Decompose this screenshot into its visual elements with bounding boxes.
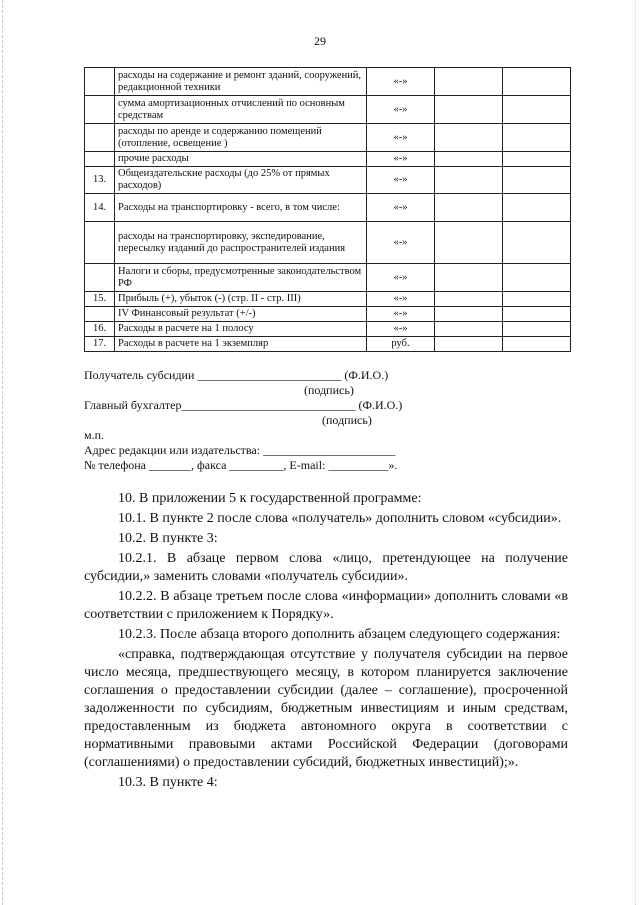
row-value-cell bbox=[435, 96, 503, 124]
row-label-cell: расходы по аренде и содержанию помещений (отопление, освещение ) bbox=[115, 124, 367, 152]
table-row bbox=[85, 322, 571, 337]
row-number-cell bbox=[85, 96, 115, 124]
row-label-cell: расходы на содержание и ремонт зданий, сооружений, редакционной техники bbox=[115, 68, 367, 96]
paragraph: 10.1. В пункте 2 после слова «получатель» дополнить словом «субсидии». bbox=[118, 511, 562, 526]
table-row bbox=[85, 337, 571, 352]
paragraph: 10.2.1. В абзаце первом слова «лицо, претендующее на получение субсидии,» заменить словами «получатель субсидии». bbox=[84, 551, 568, 584]
table-row bbox=[85, 124, 571, 152]
paragraph: 10. В приложении 5 к государственной программе: bbox=[118, 491, 422, 506]
seal-mark: м.п. bbox=[84, 428, 105, 442]
row-label-cell: IV Финансовый результат (+/-) bbox=[115, 307, 367, 322]
row-value-cell bbox=[435, 222, 503, 264]
row-number-cell: 17. bbox=[85, 337, 115, 352]
row-unit-cell: «-» bbox=[367, 194, 435, 222]
row-label-cell: Расходы на транспортировку - всего, в том числе: bbox=[115, 194, 367, 222]
row-number-cell bbox=[85, 152, 115, 167]
row-value-cell bbox=[503, 322, 571, 337]
accountant-signature-hint: (подпись) bbox=[322, 413, 372, 427]
recipient-signature-hint: (подпись) bbox=[304, 383, 354, 397]
row-number-cell bbox=[85, 264, 115, 292]
table-row bbox=[85, 96, 571, 124]
row-value-cell bbox=[435, 264, 503, 292]
row-unit-cell: «-» bbox=[367, 152, 435, 167]
row-number-cell bbox=[85, 68, 115, 96]
paragraph: «справка, подтверждающая отсутствие у получателя субсидии на первое число месяца, предшествующего месяцу, в котором планируется заключение соглашения о предоставлении субсидии (далее – соглашение), просроченной задолженности по субсидиям, бюджетным инвестициям и иным средствам, предоставленным из бюджета автономного округа в соответствии с нормативными правовыми актами Российской Федерации (договорами (соглашениями) о предоставлении субсидий, бюджетных инвестиций);». bbox=[84, 647, 568, 770]
row-unit-cell: «-» bbox=[367, 167, 435, 194]
row-label-cell: Прибыль (+), убыток (-) (стр. II - стр. III) bbox=[115, 292, 367, 307]
row-value-cell bbox=[503, 167, 571, 194]
row-value-cell bbox=[503, 307, 571, 322]
table-row bbox=[85, 292, 571, 307]
row-value-cell bbox=[503, 337, 571, 352]
row-value-cell bbox=[435, 307, 503, 322]
page-edge-left bbox=[2, 0, 4, 905]
row-value-cell bbox=[503, 124, 571, 152]
table-row bbox=[85, 152, 571, 167]
row-value-cell bbox=[503, 194, 571, 222]
row-label-cell: прочие расходы bbox=[115, 152, 367, 167]
row-number-cell: 13. bbox=[85, 167, 115, 194]
paragraph: 10.3. В пункте 4: bbox=[118, 775, 218, 790]
signature-block bbox=[84, 368, 564, 473]
row-unit-cell: «-» bbox=[367, 264, 435, 292]
editorial-address-line: Адрес редакции или издательства: ______________________ bbox=[84, 443, 396, 457]
recipient-signature-line: Получатель субсидии ________________________ (Ф.И.О.) bbox=[84, 368, 389, 382]
row-value-cell bbox=[435, 322, 503, 337]
row-value-cell bbox=[503, 96, 571, 124]
page-edge-right bbox=[635, 0, 637, 905]
row-label-cell: Общеиздательские расходы (до 25% от прямых расходов) bbox=[115, 167, 367, 194]
row-value-cell bbox=[503, 222, 571, 264]
row-unit-cell: «-» bbox=[367, 292, 435, 307]
row-value-cell bbox=[503, 68, 571, 96]
row-value-cell bbox=[435, 194, 503, 222]
row-unit-cell: «-» bbox=[367, 222, 435, 264]
row-value-cell bbox=[435, 167, 503, 194]
row-number-cell: 16. bbox=[85, 322, 115, 337]
row-value-cell bbox=[503, 264, 571, 292]
row-unit-cell: «-» bbox=[367, 68, 435, 96]
row-number-cell bbox=[85, 307, 115, 322]
row-label-cell: Расходы в расчете на 1 экземпляр bbox=[115, 337, 367, 352]
contacts-line: № телефона _______, факса _________, E-mail: __________». bbox=[84, 458, 398, 472]
row-number-cell: 15. bbox=[85, 292, 115, 307]
row-unit-cell: руб. bbox=[367, 337, 435, 352]
row-label-cell: сумма амортизационных отчислений по основным средствам bbox=[115, 96, 367, 124]
row-value-cell bbox=[503, 292, 571, 307]
row-label-cell: Расходы в расчете на 1 полосу bbox=[115, 322, 367, 337]
row-number-cell bbox=[85, 124, 115, 152]
table-row bbox=[85, 194, 571, 222]
row-value-cell bbox=[435, 68, 503, 96]
row-value-cell bbox=[435, 337, 503, 352]
row-label-cell: Налоги и сборы, предусмотренные законодательством РФ bbox=[115, 264, 367, 292]
table-row bbox=[85, 68, 571, 96]
row-unit-cell: «-» bbox=[367, 124, 435, 152]
paragraph: 10.2.2. В абзаце третьем после слова «информации» дополнить словами «в соответствии с приложением к Порядку». bbox=[84, 589, 568, 622]
table-row bbox=[85, 264, 571, 292]
row-value-cell bbox=[435, 152, 503, 167]
row-value-cell bbox=[435, 292, 503, 307]
table-row bbox=[85, 222, 571, 264]
row-value-cell bbox=[435, 124, 503, 152]
row-label-cell: расходы на транспортировку, экспедирование, пересылку изданий до распространителей издания bbox=[115, 222, 367, 264]
table-row bbox=[85, 167, 571, 194]
row-number-cell: 14. bbox=[85, 194, 115, 222]
page-number: 29 bbox=[314, 34, 326, 48]
row-unit-cell: «-» bbox=[367, 307, 435, 322]
row-value-cell bbox=[503, 152, 571, 167]
cost-table-body bbox=[85, 68, 571, 352]
table-row bbox=[85, 307, 571, 322]
row-unit-cell: «-» bbox=[367, 322, 435, 337]
amendment-text bbox=[84, 490, 568, 794]
accountant-signature-line: Главный бухгалтер_____________________________ (Ф.И.О.) bbox=[84, 398, 403, 412]
row-unit-cell: «-» bbox=[367, 96, 435, 124]
paragraph: 10.2. В пункте 3: bbox=[118, 531, 218, 546]
paragraph: 10.2.3. После абзаца второго дополнить абзацем следующего содержания: bbox=[118, 627, 561, 642]
cost-table bbox=[84, 67, 571, 352]
row-number-cell bbox=[85, 222, 115, 264]
